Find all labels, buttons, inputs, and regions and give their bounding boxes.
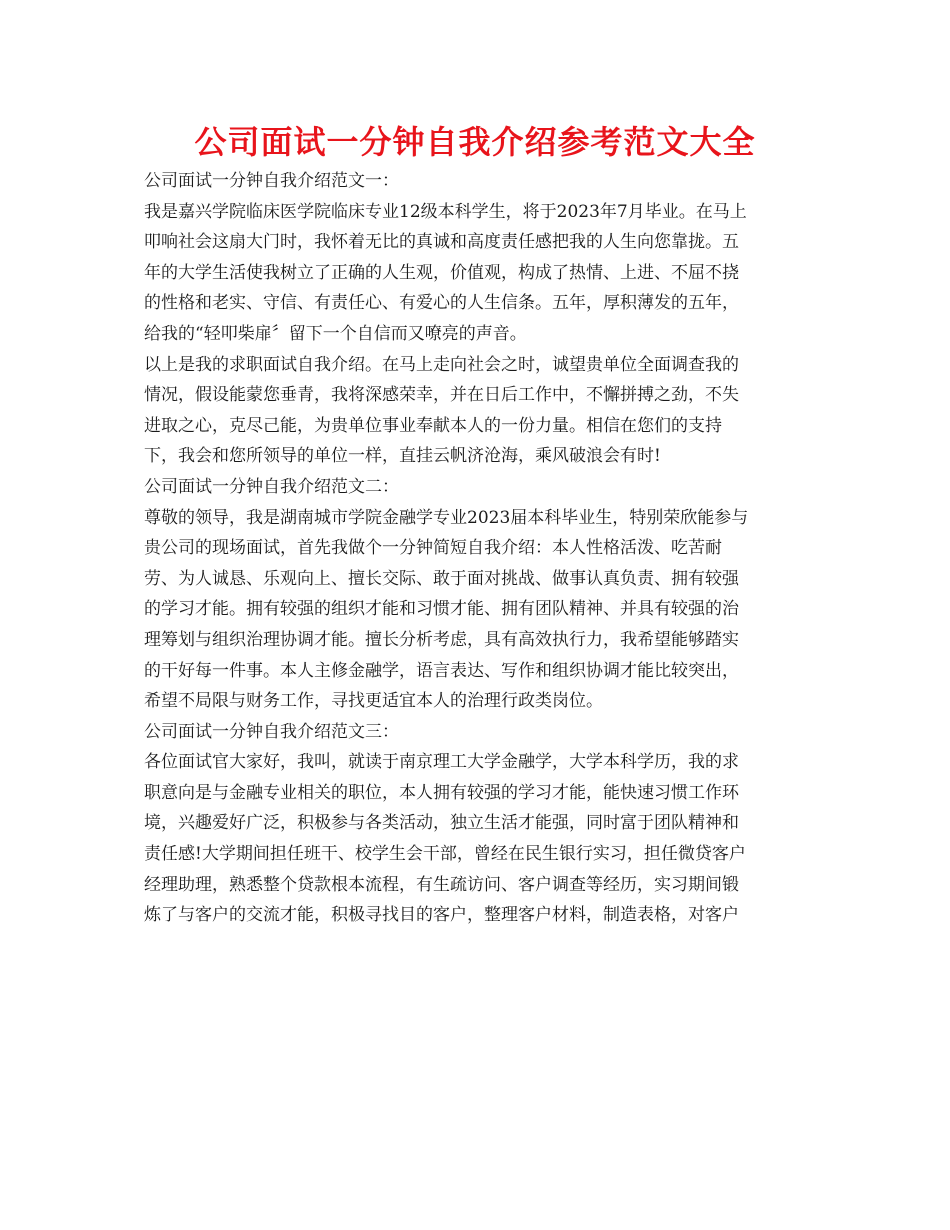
text-line: 我是嘉兴学院临床医学院临床专业12级本科学生，将于2023年7月毕业。在马上	[144, 201, 747, 222]
text-line: 境，兴趣爱好广泛，积极参与各类活动，独立生活才能强，同时富于团队精神和	[144, 813, 739, 834]
text-line: 叩响社会这扇大门时，我怀着无比的真诚和高度责任感把我的人生向您靠拢。五	[144, 232, 739, 253]
text-line: 理筹划与组织治理协调才能。擅长分析考虑，具有高效执行力，我希望能够踏实	[144, 629, 739, 650]
document-title: 公司面试一分钟自我介绍参考范文大全	[194, 123, 756, 161]
text-line: 责任感!大学期间担任班干、校学生会干部，曾经在民生银行实习，担任微贷客户	[144, 844, 746, 865]
text-line: 下，我会和您所领导的单位一样，直挂云帆济沧海，乘风破浪会有时!	[144, 446, 661, 467]
text-line: 的学习才能。拥有较强的组织才能和习惯才能、拥有团队精神、并具有较强的治	[144, 599, 739, 620]
text-line: 各位面试官大家好，我叫，就读于南京理工大学金融学，大学本科学历，我的求	[144, 752, 739, 773]
text-line: 的干好每一件事。本人主修金融学，语言表达、写作和组织协调才能比较突出，	[144, 660, 739, 681]
text-line: 贵公司的现场面试，首先我做个一分钟简短自我介绍：本人性格活泼、吃苦耐	[144, 538, 722, 559]
text-line: 进取之心，克尽己能，为贵单位事业奉献本人的一份力量。相信在您们的支持	[144, 415, 722, 436]
text-line: 以上是我的求职面试自我介绍。在马上走向社会之时，诚望贵单位全面调查我的	[144, 354, 739, 375]
text-line: 职意向是与金融专业相关的职位，本人拥有较强的学习才能，能快速习惯工作环	[144, 782, 739, 803]
text-line: 给我的“轻叩柴扉〞留下一个自信而又嘹亮的声音。	[144, 323, 527, 344]
text-line: 年的大学生活使我树立了正确的人生观，价值观，构成了热情、上进、不屈不挠	[144, 262, 739, 283]
text-line: 炼了与客户的交流才能，积极寻找目的客户，整理客户材料，制造表格，对客户	[144, 905, 739, 926]
text-line: 公司面试一分钟自我介绍范文一：	[144, 171, 399, 191]
text-line: 情况，假设能蒙您垂青，我将深感荣幸，并在日后工作中，不懈拼搏之劲，不失	[144, 385, 739, 406]
text-line: 公司面试一分钟自我介绍范文二：	[144, 476, 399, 497]
text-line: 经理助理，熟悉整个贷款根本流程，有生疏访问、客户调查等经历，实习期间锻	[144, 874, 739, 895]
text-line: 公司面试一分钟自我介绍范文三：	[144, 721, 399, 742]
document-body	[144, 166, 814, 931]
text-line: 希望不局限与财务工作，寻找更适宜本人的治理行政类岗位。	[144, 691, 603, 712]
text-line: 劳、为人诚恳、乐观向上、擅长交际、敢于面对挑战、做事认真负责、拥有较强	[144, 568, 739, 589]
text-line: 尊敬的领导，我是湖南城市学院金融学专业2023届本科毕业生，特别荣欣能参与	[144, 507, 749, 528]
text-line: 的性格和老实、守信、有责任心、有爱心的人生信条。五年，厚积薄发的五年，	[144, 293, 739, 314]
